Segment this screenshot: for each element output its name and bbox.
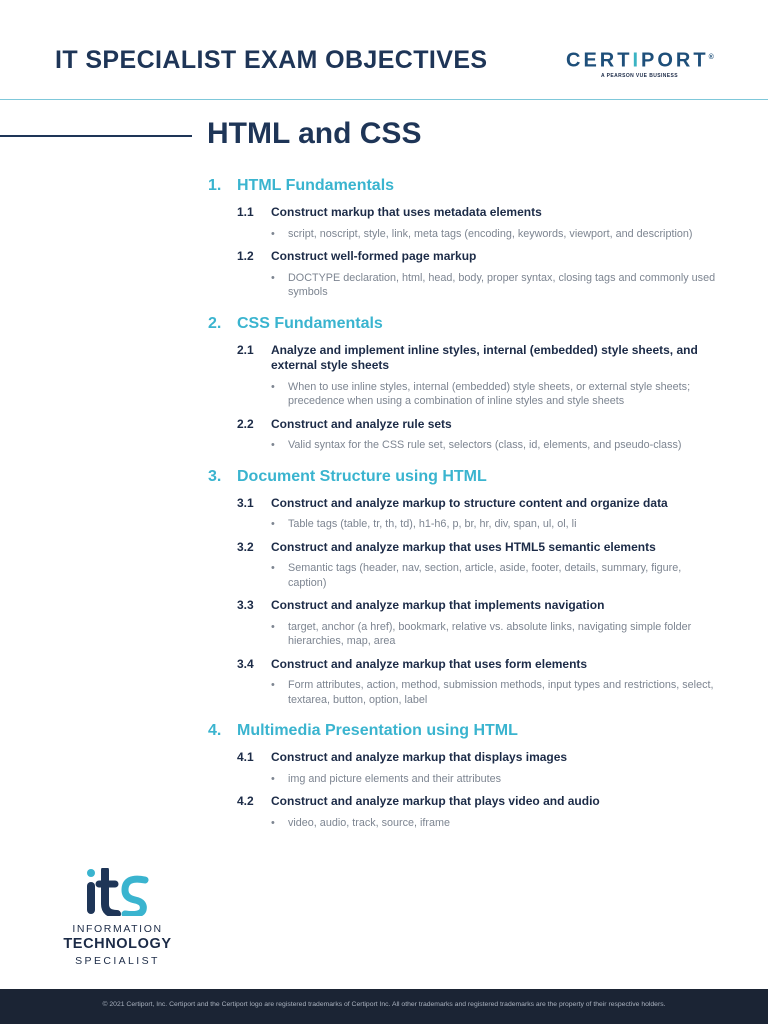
objective-bullet: • When to use inline styles, internal (embedded) style sheets, or external style sheets; precedence when using a combination of inline styles and style sheets [271, 380, 691, 407]
its-line-technology: TECHNOLOGY [63, 936, 172, 952]
objective-bullet: • Form attributes, action, method, submission methods, input types and restrictions, select, textarea, button, option, label [271, 679, 714, 706]
section-heading: 1. HTML Fundamentals [208, 177, 395, 194]
objectives-list [208, 176, 718, 844]
objective-4-1: 4.1 Construct and analyze markup that displays images • img and picture elements and their attributes [237, 750, 718, 786]
objective-bullet: • video, audio, track, source, iframe [271, 816, 451, 829]
objective-2-1: 2.1 Analyze and implement inline styles, internal (embedded) style sheets, and external style sheets • When to use inline styles, internal (embedded) style sheets, or external style sheets; precedence when using a combination of inline styles and style sheets [237, 343, 718, 409]
objective-4-2: 4.2 Construct and analyze markup that plays video and audio • video, audio, track, source, iframe [237, 794, 718, 830]
certiport-logo [566, 47, 717, 79]
page-header [0, 0, 768, 100]
objective-2-2: 2.2 Construct and analyze rule sets • Valid syntax for the CSS rule set, selectors (class, id, elements, and pseudo-class) [237, 417, 718, 453]
objective-bullet: • DOCTYPE declaration, html, head, body, proper syntax, closing tags and commonly used symbols [271, 271, 716, 298]
header-title: IT SPECIALIST EXAM OBJECTIVES [55, 46, 488, 74]
objective-bullet: • Valid syntax for the CSS rule set, selectors (class, id, elements, and pseudo-class) [271, 439, 682, 451]
section-html-fundamentals [208, 176, 718, 300]
objective-3-3: 3.3 Construct and analyze markup that implements navigation • target, anchor (a href), bookmark, relative vs. absolute links, navigating simple folder hierarchies, map, area [237, 598, 718, 649]
section-css-fundamentals [208, 314, 718, 453]
certiport-wordmark: CERTIPORT® [566, 49, 717, 72]
objective-bullet: • Table tags (table, tr, th, td), h1-h6, p, br, hr, div, span, ul, ol, li [271, 518, 577, 530]
its-line-information: INFORMATION [72, 923, 163, 935]
page-footer [0, 989, 768, 1024]
certiport-tagline: A PEARSON VUE BUSINESS [601, 72, 678, 79]
section-heading: 2. CSS Fundamentals [208, 314, 383, 332]
objective-1-1: 1.1 Construct markup that uses metadata elements • script, noscript, style, link, meta tags (encoding, keywords, viewport, and description) [237, 205, 718, 241]
objective-bullet: • script, noscript, style, link, meta tags (encoding, keywords, viewport, and description) [271, 227, 693, 240]
objective-bullet: • img and picture elements and their attributes [271, 772, 502, 785]
section-multimedia [208, 721, 718, 830]
its-mark-icon [85, 868, 151, 916]
copyright-text: © 2021 Certiport, Inc. Certiport and the Certiport logo are registered trademarks of Certiport Inc. All other trademarks and registered trademarks are the property of their respective holders. [102, 1001, 666, 1008]
title-rule [0, 135, 192, 137]
its-line-specialist: SPECIALIST [75, 955, 160, 967]
document-title: HTML and CSS [207, 117, 422, 150]
objective-1-2: 1.2 Construct well-formed page markup • DOCTYPE declaration, html, head, body, proper syntax, closing tags and commonly used symbols [237, 249, 718, 300]
objective-3-1: 3.1 Construct and analyze markup to structure content and organize data • Table tags (table, tr, th, td), h1-h6, p, br, hr, div, span, ul, ol, li [237, 496, 718, 532]
section-heading: 3. Document Structure using HTML [208, 467, 487, 485]
objective-bullet: • target, anchor (a href), bookmark, relative vs. absolute links, navigating simple folder hierarchies, map, area [271, 620, 692, 647]
section-heading: 4. Multimedia Presentation using HTML [208, 722, 518, 739]
objective-3-4: 3.4 Construct and analyze markup that uses form elements • Form attributes, action, method, submission methods, input types and restrictions, select, textarea, button, option, label [237, 657, 718, 708]
section-document-structure [208, 467, 718, 708]
objective-bullet: • Semantic tags (header, nav, section, article, aside, footer, details, summary, figure, caption) [271, 562, 682, 589]
objective-3-2: 3.2 Construct and analyze markup that uses HTML5 semantic elements • Semantic tags (header, nav, section, article, aside, footer, details, summary, figure, caption) [237, 540, 718, 591]
